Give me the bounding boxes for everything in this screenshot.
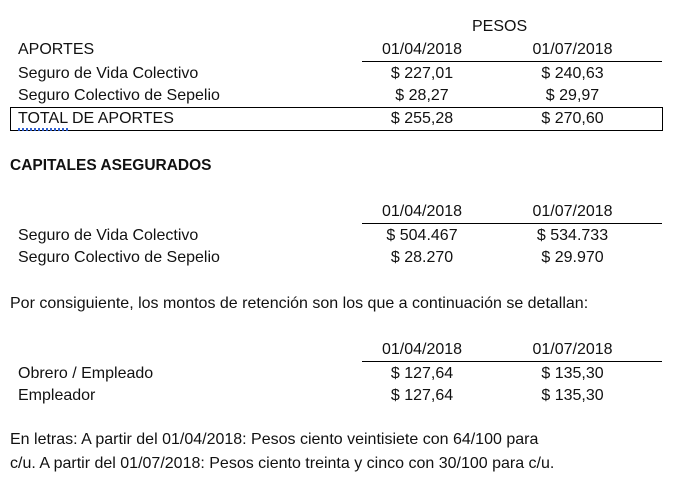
aportes-title: APORTES bbox=[18, 41, 95, 58]
capitales-row-value-2: $ 29.970 bbox=[541, 249, 604, 266]
aportes-row-value-1: $ 28,27 bbox=[395, 87, 449, 104]
en-letras-line-2: c/u. A partir del 01/07/2018: Pesos ciento treinta y cinco con 30/100 para c/u. bbox=[10, 455, 555, 472]
capitales-title: CAPITALES ASEGURADOS bbox=[10, 157, 212, 174]
capitales-header-rule bbox=[362, 223, 662, 224]
aportes-row-value-1: $ 227,01 bbox=[390, 65, 454, 82]
en-letras-line-1: En letras: A partir del 01/04/2018: Pesos ciento veintisiete con 64/100 para bbox=[10, 431, 539, 448]
aportes-row-label: Seguro Colectivo de Sepelio bbox=[18, 87, 220, 104]
aportes-header-rule bbox=[362, 61, 662, 62]
aportes-row-value-2: $ 29,97 bbox=[545, 87, 600, 104]
total-value-2: $ 270,60 bbox=[541, 110, 604, 127]
capitales-row-value-1: $ 504.467 bbox=[386, 227, 458, 244]
capitales-date-2: 01/07/2018 bbox=[532, 203, 613, 220]
aportes-row-label: Seguro de Vida Colectivo bbox=[18, 65, 199, 82]
retencion-row-value-1: $ 127,64 bbox=[390, 365, 454, 382]
retencion-row-value-1: $ 127,64 bbox=[390, 387, 454, 404]
retencion-row-label: Empleador bbox=[18, 387, 96, 404]
currency-header: PESOS bbox=[472, 18, 528, 35]
capitales-row-label: Seguro de Vida Colectivo bbox=[18, 227, 199, 244]
aportes-date-2: 01/07/2018 bbox=[532, 41, 613, 58]
retencion-row-value-2: $ 135,30 bbox=[541, 387, 604, 404]
aportes-row-value-2: $ 240,63 bbox=[541, 65, 604, 82]
capitales-row-value-2: $ 534.733 bbox=[536, 227, 609, 244]
total-value-1: $ 255,28 bbox=[390, 110, 454, 127]
spellcheck-underline bbox=[18, 128, 68, 131]
capitales-row-label: Seguro Colectivo de Sepelio bbox=[18, 249, 220, 266]
retencion-row-value-2: $ 135,30 bbox=[541, 365, 604, 382]
retencion-date-2: 01/07/2018 bbox=[532, 341, 613, 358]
retencion-header-rule bbox=[362, 361, 662, 362]
retencion-row-label: Obrero / Empleado bbox=[18, 365, 154, 382]
capitales-row-value-1: $ 28.270 bbox=[390, 249, 454, 266]
aportes-date-1: 01/04/2018 bbox=[381, 41, 463, 58]
capitales-date-1: 01/04/2018 bbox=[381, 203, 463, 220]
total-label: TOTAL DE APORTES bbox=[18, 110, 174, 127]
retencion-intro: Por consiguiente, los montos de retención son los que a continuación se detallan: bbox=[10, 295, 589, 312]
retencion-date-1: 01/04/2018 bbox=[381, 341, 463, 358]
